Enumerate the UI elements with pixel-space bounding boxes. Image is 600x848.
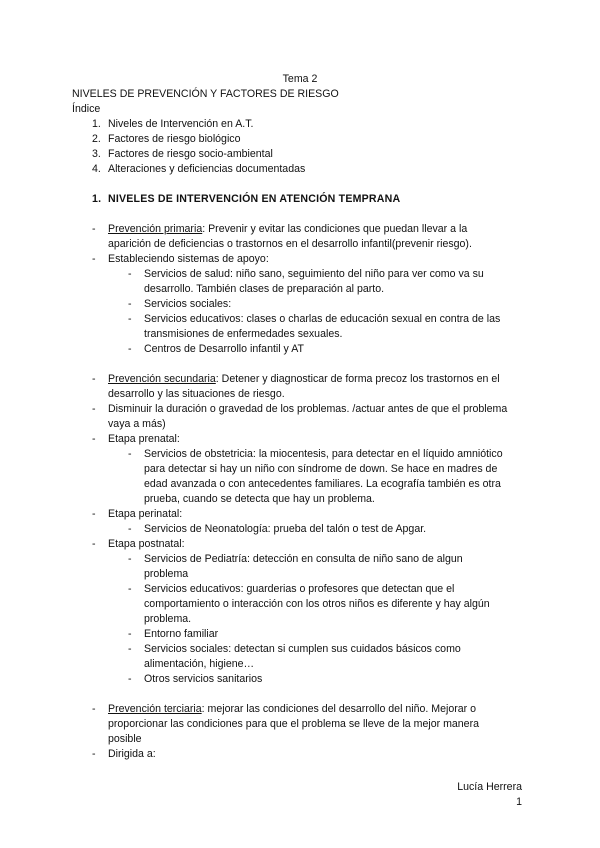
list-item: Disminuir la duración o gravedad de los problemas. /actuar antes de que el problema <box>108 403 508 415</box>
toc-item: Factores de riesgo biológico <box>108 133 241 145</box>
bullet-dash: - <box>92 223 96 235</box>
toc-item: Niveles de Intervención en A.T. <box>108 118 254 130</box>
toc-item: Alteraciones y deficiencias documentadas <box>108 163 306 175</box>
tertiary-prevention-term: Prevención terciaria <box>108 703 202 715</box>
bullet-dash: - <box>128 643 132 655</box>
bullet-dash: - <box>128 628 132 640</box>
list-item: Servicios de Pediatría: detección en consulta de niño sano de algun <box>144 553 463 565</box>
bullet-dash: - <box>128 268 132 280</box>
paragraph-line: Prevención terciaria: mejorar las condiciones del desarrollo del niño. Mejorar o <box>108 703 477 715</box>
bullet-dash: - <box>128 583 132 595</box>
paragraph-line: aparición de deficiencias o trastornos en el desarrollo infantil(prevenir riesgo). <box>108 238 472 250</box>
index-heading: Índice <box>72 103 101 115</box>
topic-label: Tema 2 <box>282 73 318 85</box>
bullet-dash: - <box>92 373 96 385</box>
bullet-dash: - <box>128 343 132 355</box>
list-item: Servicios sociales: detectan si cumplen sus cuidados básicos como <box>144 643 461 655</box>
bullet-dash: - <box>128 673 132 685</box>
bullet-dash: - <box>128 553 132 565</box>
list-item: Otros servicios sanitarios <box>144 673 263 685</box>
list-item: Servicios educativos: clases o charlas de educación sexual en contra de las <box>144 313 501 325</box>
list-item-continued: edad avanzada o con antecedentes familiares. La ecografía también es otra <box>144 478 501 490</box>
bullet-dash: - <box>128 448 132 460</box>
paragraph-line: proporcionar las condiciones para que el problema se lleve de la mejor manera <box>108 718 479 730</box>
list-item: Dirigida a: <box>108 748 156 760</box>
bullet-dash: - <box>92 508 96 520</box>
paragraph-line: Prevención primaria: Prevenir y evitar las condiciones que puedan llevar a la <box>108 223 468 235</box>
toc-item: Factores de riesgo socio-ambiental <box>108 148 273 160</box>
list-item: Etapa perinatal: <box>108 508 183 520</box>
bullet-dash: - <box>92 538 96 550</box>
list-item-continued: desarrollo. También clases de preparación al parto. <box>144 283 385 295</box>
list-item-continued: para detectar si hay un niño con síndrome de down. Se hace en madres de <box>144 463 498 475</box>
toc-number: 4. <box>92 163 101 175</box>
document-title: NIVELES DE PREVENCIÓN Y FACTORES DE RIESGO <box>72 88 339 100</box>
list-item: Servicios educativos: guarderias o profesores que detectan que el <box>144 583 455 595</box>
section-heading: NIVELES DE INTERVENCIÓN EN ATENCIÓN TEMPRANA <box>108 193 401 205</box>
list-item-continued: problema. <box>144 613 192 625</box>
page-number: 1 <box>516 796 522 808</box>
list-item-continued: vaya a más) <box>108 418 166 430</box>
bullet-dash: - <box>92 253 96 265</box>
list-item: Etapa postnatal: <box>108 538 185 550</box>
section-number: 1. <box>92 193 102 205</box>
list-item: Entorno familiar <box>144 628 219 640</box>
secondary-prevention-term: Prevención secundaria <box>108 373 216 385</box>
bullet-dash: - <box>128 523 132 535</box>
list-item: Servicios de obstetricia: la miocentesis, para detectar en el líquido amniótico <box>144 448 503 460</box>
paragraph-line: Prevención secundaria: Detener y diagnosticar de forma precoz los trastornos en el <box>108 373 500 385</box>
list-item: Etapa prenatal: <box>108 433 180 445</box>
list-item-continued: transmisiones de enfermedades sexuales. <box>144 328 343 340</box>
toc-number: 1. <box>92 118 101 130</box>
bullet-dash: - <box>92 703 96 715</box>
list-item: Centros de Desarrollo infantil y AT <box>144 343 304 355</box>
list-item-continued: problema <box>144 568 189 580</box>
list-item-continued: prueba, cuando se detecta que hay un problema. <box>144 493 375 505</box>
list-item-continued: alimentación, higiene… <box>144 658 255 670</box>
list-item: Estableciendo sistemas de apoyo: <box>108 253 269 265</box>
toc-number: 2. <box>92 133 101 145</box>
list-item: Servicios sociales: <box>144 298 232 310</box>
paragraph-line: posible <box>108 733 142 745</box>
list-item: Servicios de Neonatología: prueba del talón o test de Apgar. <box>144 523 427 535</box>
bullet-dash: - <box>92 403 96 415</box>
list-item: Servicios de salud: niño sano, seguimiento del niño para ver como va su <box>144 268 484 280</box>
footer-author: Lucía Herrera <box>457 781 522 793</box>
bullet-dash: - <box>128 313 132 325</box>
bullet-dash: - <box>92 748 96 760</box>
bullet-dash: - <box>92 433 96 445</box>
bullet-dash: - <box>128 298 132 310</box>
toc-number: 3. <box>92 148 101 160</box>
primary-prevention-term: Prevención primaria <box>108 223 203 235</box>
list-item-continued: comportamiento o interacción con los otros niños es diferente y hay algún <box>144 598 490 610</box>
paragraph-line: desarrollo y las situaciones de riesgo. <box>108 388 285 400</box>
